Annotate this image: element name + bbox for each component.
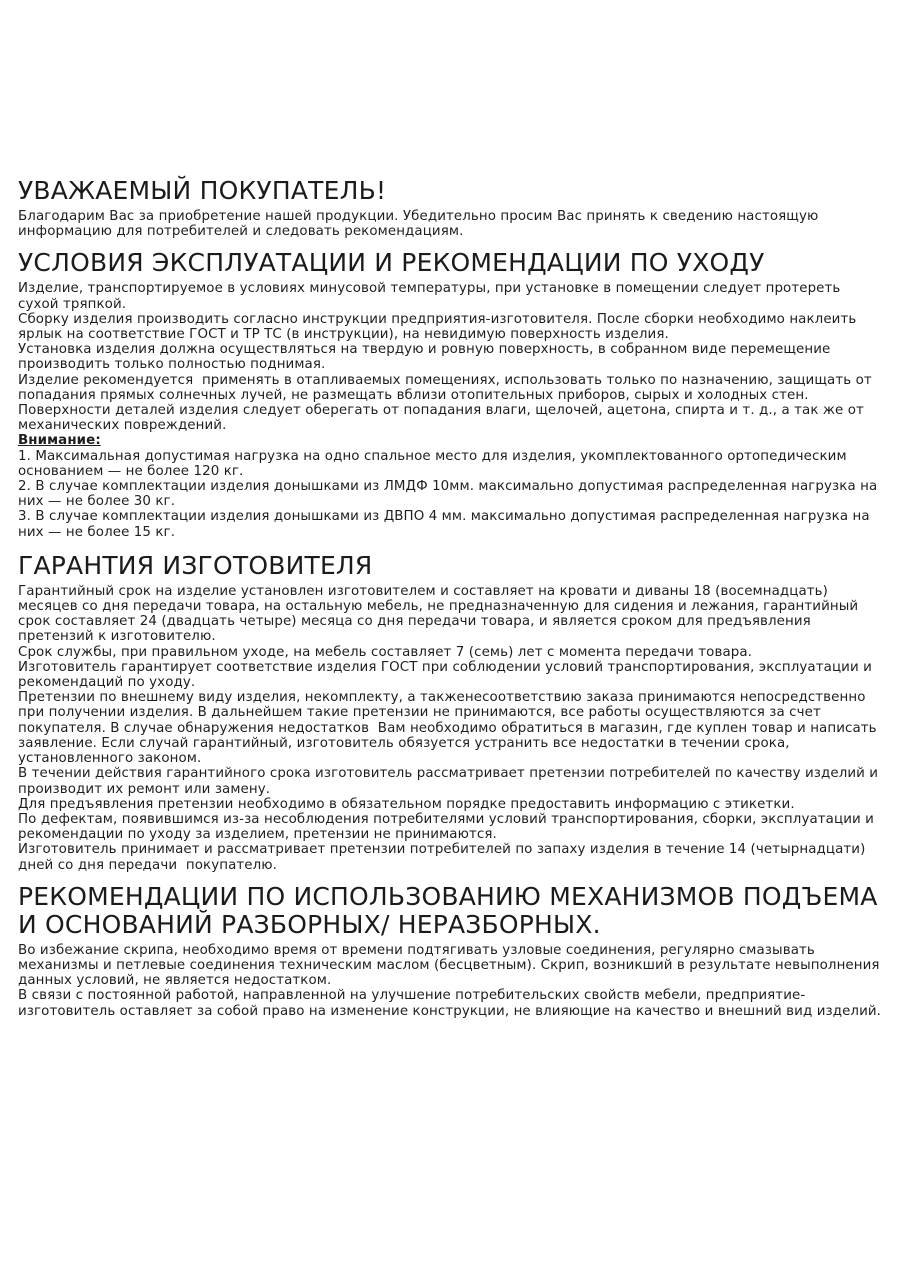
section-title-mechanisms: [18, 883, 882, 939]
paragraph: Гарантийный срок на изделие установлен изготовителем и составляет на кровати и диваны 18 (восемнадцать) месяцев со дня передачи товара, на остальную мебель, не предназначенную для сидения и лежания, гарантийный срок составляет 24 (двадцать четыре) месяца со дня передачи товара, и является сроком для предъявления претензий к изготовителю.: [18, 583, 863, 645]
paragraph: Претензии по внешнему виду изделия, некомплекту, а такженесоответствию заказа принимаются непосредственно при получении изделия. В дальнейшем такие претензии не принимаются, все работы осуществляются за счет покупателя. В случае обнаружения недостатков Вам необходимо обратиться в магазин, где куплен товар и написать заявление. Если случай гарантийный, изготовитель обязуется устранить все недостатки в течении срока, установленного законом.: [18, 690, 882, 767]
paragraph: По дефектам, появившимся из-за несоблюдения потребителями условий транспортирования, сборки, эксплуатации и рекомендации по уходу за изделием, претензии не принимаются.: [18, 811, 879, 843]
paragraph: Поверхности деталей изделия следует оберегать от попадания влаги, щелочей, ацетона, спирта и т. д., а так же от механических повреждений.: [18, 403, 869, 434]
section-title-mechanisms-line2: И ОСНОВАНИЙ РАЗБОРНЫХ/ НЕРАЗБОРНЫХ.: [18, 909, 601, 939]
section-usage-conditions: [18, 249, 882, 539]
paragraph: В течении действия гарантийного срока изготовитель рассматривает претензии потребителей по качеству изделий и производит их ремонт или замену.: [18, 766, 883, 797]
section-greeting: [18, 177, 882, 239]
attention-label: Внимание:: [18, 433, 101, 449]
paragraph: Установка изделия должна осуществляться на твердую и ровную поверхность, в собранном виде перемещение производить только полностью поднимая.: [18, 342, 835, 373]
paragraph: Изготовитель гарантирует соответствие изделия ГОСТ при соблюдении условий транспортирования, эксплуатации и рекомендаций по уходу.: [18, 659, 877, 691]
section-mechanisms: [18, 883, 882, 1019]
attention-item: 3. В случае комплектации изделия донышками из ДВПО 4 мм. максимально допустимая распределенная нагрузка на них — не более 15 кг.: [18, 509, 875, 540]
paragraph: Сборку изделия производить согласно инструкции предприятия-изготовителя. После сборки необходимо наклеить ярлык на соответствие ГОСТ и ТР ТС (в инструкции), на невидимую поверхность изделия.: [18, 311, 861, 343]
paragraph: Изделие, транспортируемое в условиях минусовой температуры, при установке в помещении следует протереть сухой тряпкой.: [18, 281, 845, 312]
paragraph: Благодарим Вас за приобретение нашей продукции. Убедительно просим Вас принять к сведению настоящую информацию для потребителей и следовать рекомендациям.: [18, 209, 823, 240]
section-title-warranty: ГАРАНТИЯ ИЗГОТОВИТЕЛЯ: [18, 550, 373, 580]
paragraph: Во избежание скрипа, необходимо время от времени подтягивать узловые соединения, регулярно смазывать механизмы и петлевые соединения техническим маслом (бесцветным). Скрип, возникший в результате невыполнения данных условий, не является недостатком.: [18, 942, 884, 989]
section-title-mechanisms-line1: РЕКОМЕНДАЦИИ ПО ИСПОЛЬЗОВАНИЮ МЕХАНИЗМОВ ПОДЪЕМА: [18, 881, 878, 911]
paragraph: В связи с постоянной работой, направленной на улучшение потребительских свойств мебели, предприятие-изготовитель оставляет за собой право на изменение конструкции, не влияющие на качество и внешний вид изделий.: [18, 988, 882, 1019]
attention-item: 2. В случае комплектации изделия донышками из ЛМДФ 10мм. максимально допустимая распределенная нагрузка на них — не более 30 кг.: [18, 479, 882, 510]
paragraph: Срок службы, при правильном уходе, на мебель составляет 7 (семь) лет с момента передачи товара.: [18, 644, 753, 660]
section-title-usage-conditions: УСЛОВИЯ ЭКСПЛУАТАЦИИ И РЕКОМЕНДАЦИИ ПО УХОДУ: [18, 248, 765, 278]
section-title-greeting: УВАЖАЕМЫЙ ПОКУПАТЕЛЬ!: [18, 176, 387, 205]
paragraph: Для предъявления претензии необходимо в обязательном порядке предоставить информацию с этикетки.: [18, 796, 795, 812]
attention-item: 1. Максимальная допустимая нагрузка на одно спальное место для изделия, укомплектованного ортопедическим основанием — не более 120 кг.: [18, 448, 852, 479]
paragraph: Изготовитель принимает и рассматривает претензии потребителей по запаху изделия в течение 14 (четырнадцати) дней со дня передачи покупателю.: [18, 842, 870, 873]
section-warranty: [18, 552, 882, 873]
paragraph: Изделие рекомендуется применять в отапливаемых помещениях, использовать только по назначению, защищать от попадания прямых солнечных лучей, не размещать вблизи отопительных приборов, сырых и холодных стен.: [18, 372, 877, 403]
